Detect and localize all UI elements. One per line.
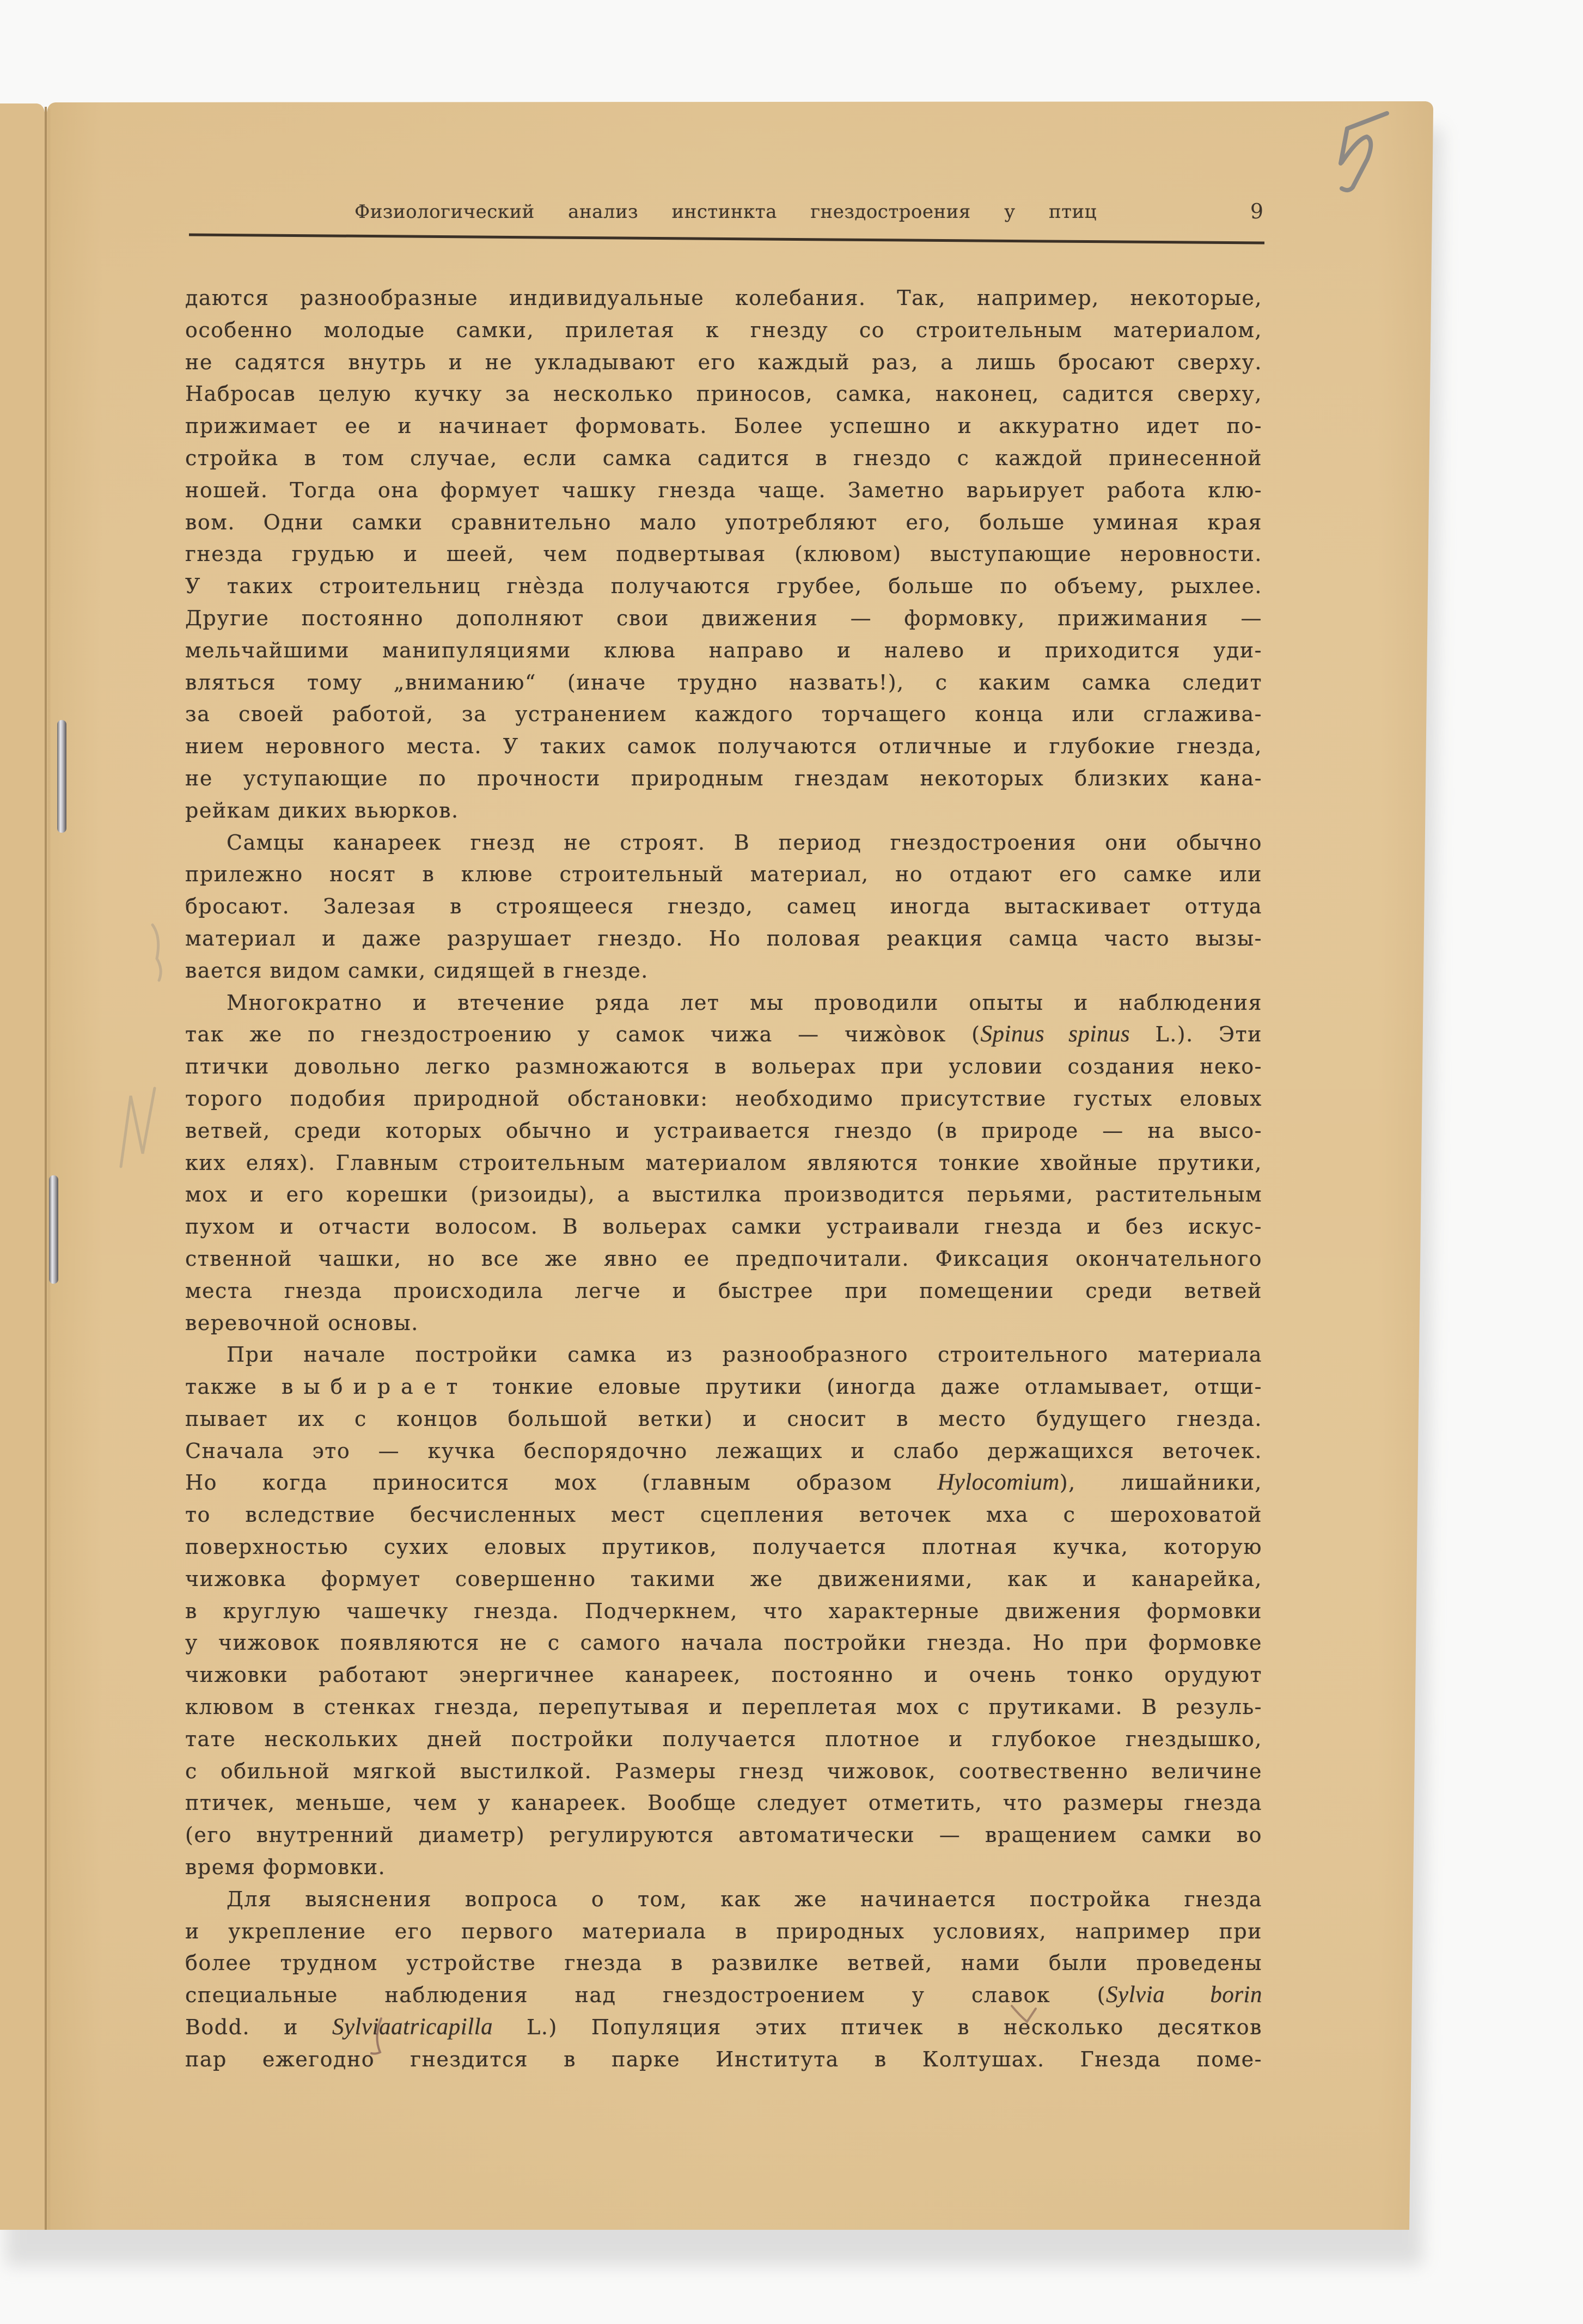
paragraph bbox=[185, 987, 1262, 1339]
latin-species-name: Spinus spinus bbox=[980, 1021, 1130, 1047]
line-text: у чижовок появляются не с самого начала постройки гнезда. Но при формовке bbox=[185, 1631, 1262, 1655]
staple-bottom bbox=[49, 1175, 58, 1284]
text-line bbox=[185, 346, 1262, 379]
line-text: бросают. Залезая в строящееся гнездо, самец иногда вытаскивает оттуда bbox=[185, 894, 1262, 919]
line-text: рейкам диких вьюрков. bbox=[185, 798, 459, 822]
paragraph bbox=[185, 827, 1262, 987]
text-line bbox=[185, 987, 1262, 1019]
text-line bbox=[185, 1147, 1262, 1179]
line-text: даются разнообразные индивидуальные колебания. Так, например, некоторые, bbox=[185, 286, 1262, 310]
text-line bbox=[185, 282, 1262, 314]
text-line bbox=[185, 795, 1262, 827]
text-line bbox=[185, 1083, 1262, 1115]
text-line bbox=[185, 730, 1262, 763]
text-segment: тонкие еловые прутики (иногда даже отламывает, отщи- bbox=[468, 1375, 1263, 1399]
spaced-emphasis: выбирает bbox=[282, 1375, 468, 1399]
line-text: клювом в стенках гнезда, перепутывая и переплетая мох с прутиками. В резуль- bbox=[185, 1695, 1262, 1719]
line-text: не садятся внутрь и не укладывают его каждый раз, а лишь бросают сверху. bbox=[185, 350, 1262, 374]
text-segment: Но когда приносится мох (главным образом bbox=[185, 1471, 938, 1495]
line-text: не уступающие по прочности природным гнездам некоторых близких кана- bbox=[185, 766, 1262, 790]
line-text: пывает их с концов большой ветки) и сносит в место будущего гнезда. bbox=[185, 1406, 1262, 1431]
text-line bbox=[185, 1307, 1262, 1339]
text-line bbox=[185, 1018, 1262, 1051]
line-text: мельчайшими манипуляциями клюва направо и налево и приходится уди- bbox=[185, 638, 1262, 662]
text-line bbox=[185, 1851, 1262, 1883]
line-text: и укрепление его первого материала в природных условиях, например при bbox=[185, 1919, 1262, 1943]
line-text bbox=[185, 1375, 1262, 1399]
line-text: вляться тому „вниманию“ (иначе трудно назвать!), с каким самка следит bbox=[185, 670, 1262, 694]
text-line bbox=[185, 378, 1262, 410]
line-text: с обильной мягкой выстилкой. Размеры гнезд чижовок, соотвественно величине bbox=[185, 1759, 1262, 1783]
text-line bbox=[185, 1947, 1262, 1979]
text-line bbox=[185, 314, 1262, 346]
line-text: Для выяснения вопроса о том, как же начинается постройка гнезда bbox=[227, 1887, 1262, 1911]
text-line bbox=[185, 1179, 1262, 1211]
line-text: места гнезда происходила легче и быстрее при помещении среди ветвей bbox=[185, 1278, 1262, 1303]
text-segment: также bbox=[185, 1375, 282, 1399]
paragraph bbox=[185, 1883, 1262, 2076]
text-line bbox=[185, 1563, 1262, 1595]
text-line bbox=[185, 602, 1262, 635]
line-text: более трудном устройстве гнезда в развилке ветвей, нами были проведены bbox=[185, 1951, 1262, 1975]
line-text: (его внутренний диаметр) регулируются автоматически — вращением самки во bbox=[185, 1823, 1262, 1847]
text-line bbox=[185, 1787, 1262, 1819]
line-text: пухом и отчасти волосом. В вольерах самки устраивали гнезда и без искус- bbox=[185, 1215, 1262, 1239]
text-line bbox=[185, 923, 1262, 955]
line-text: У таких строительниц гнѐзда получаются грубее, больше по объему, рыхлее. bbox=[185, 574, 1262, 599]
line-text: за своей работой, за устранением каждого торчащего конца или сглажива- bbox=[185, 702, 1262, 727]
body-text bbox=[185, 282, 1262, 2076]
text-line bbox=[185, 1819, 1262, 1851]
text-line bbox=[185, 1595, 1262, 1627]
text-line bbox=[185, 763, 1262, 795]
text-line bbox=[185, 827, 1262, 859]
text-line bbox=[185, 858, 1262, 890]
line-text: Набросав целую кучку за несколько приносов, самка, наконец, садится сверху, bbox=[185, 382, 1262, 406]
text-line bbox=[185, 890, 1262, 923]
line-text: прижимает ее и начинает формовать. Более успешно и аккуратно идет по- bbox=[185, 414, 1262, 438]
line-text bbox=[185, 1471, 1262, 1495]
text-line bbox=[185, 2011, 1262, 2044]
text-segment: L.) Популяция этих птичек в несколько десятков bbox=[493, 2015, 1262, 2040]
line-text: чижовка формует совершенно такими же движениями, как и канарейка, bbox=[185, 1566, 1262, 1591]
text-line bbox=[185, 1243, 1262, 1275]
text-line bbox=[185, 1275, 1262, 1307]
text-line bbox=[185, 1403, 1262, 1435]
line-text bbox=[185, 1983, 1262, 2007]
text-line bbox=[185, 507, 1262, 539]
text-line bbox=[185, 635, 1262, 667]
line-text: вается видом самки, сидящей в гнезде. bbox=[185, 958, 649, 983]
line-text: поверхностью сухих еловых прутиков, получается плотная кучка, которую bbox=[185, 1535, 1262, 1559]
line-text: чижовки работают энергичнее канареек, постоянно и очень тонко орудуют bbox=[185, 1663, 1262, 1687]
line-text: то вследствие бесчисленных мест сцепления веточек мха с шероховатой bbox=[185, 1503, 1262, 1527]
text-line bbox=[185, 538, 1262, 570]
paragraph bbox=[185, 1339, 1262, 1883]
latin-species-name: Sylvia borin bbox=[1106, 1982, 1263, 2008]
text-segment: специальные наблюдения над гнездостроением у славок ( bbox=[185, 1983, 1107, 2008]
text-line bbox=[185, 955, 1262, 987]
previous-page-edge bbox=[0, 103, 45, 2230]
line-text bbox=[185, 2015, 1262, 2039]
text-line bbox=[185, 1723, 1262, 1755]
line-text: Другие постоянно дополняют свои движения — формовку, прижимания — bbox=[185, 606, 1262, 630]
text-line bbox=[185, 1659, 1262, 1691]
line-text: Самцы канареек гнезд не строят. В период гнездостроения они обычно bbox=[227, 830, 1262, 855]
text-segment: Bodd. и bbox=[185, 2015, 332, 2040]
line-text: торого подобия природной обстановки: необходимо присутствие густых еловых bbox=[185, 1086, 1262, 1111]
text-line bbox=[185, 1211, 1262, 1243]
line-text: ких елях). Главным строительным материалом являются тонкие хвойные прутики, bbox=[185, 1150, 1262, 1175]
latin-species-name: Hylocomium bbox=[937, 1469, 1060, 1496]
line-text: ветвей, среди которых обычно и устраивается гнездо (в природе — на высо- bbox=[185, 1118, 1262, 1143]
line-text: время формовки. bbox=[185, 1855, 386, 1880]
text-line bbox=[185, 1499, 1262, 1531]
text-line bbox=[185, 1339, 1262, 1371]
line-text: в круглую чашечку гнезда. Подчеркнем, что характерные движения формовки bbox=[185, 1599, 1262, 1623]
text-line bbox=[185, 1371, 1262, 1403]
line-text: мох и его корешки (ризоиды), а выстилка производится перьями, растительным bbox=[185, 1182, 1262, 1207]
line-text: ственной чашки, но все же явно ее предпочитали. Фиксация окончательного bbox=[185, 1246, 1262, 1271]
text-segment: ), лишайники, bbox=[1059, 1471, 1263, 1495]
running-head bbox=[355, 203, 1097, 221]
text-line bbox=[185, 1627, 1262, 1659]
text-line bbox=[185, 1531, 1262, 1563]
line-text: стройка в том случае, если самка садится в гнездо с каждой принесенной bbox=[185, 446, 1262, 470]
line-text: птичек, меньше, чем у канареек. Вообще следует отметить, что размеры гнезда bbox=[185, 1791, 1262, 1815]
line-text: веревочной основы. bbox=[185, 1310, 419, 1335]
text-segment: L.). Эти bbox=[1130, 1022, 1262, 1047]
text-line bbox=[185, 1916, 1262, 1948]
staple-top bbox=[57, 720, 66, 833]
line-text: гнезда грудью и шеей, чем подвертывая (клювом) выступающие неровности. bbox=[185, 542, 1262, 566]
text-line bbox=[185, 1115, 1262, 1147]
text-line bbox=[185, 1051, 1262, 1083]
line-text: прилежно носят в клюве строительный материал, но отдают его самке или bbox=[185, 862, 1262, 887]
text-line bbox=[185, 1467, 1262, 1499]
text-line bbox=[185, 570, 1262, 602]
text-segment: так же по гнездостроению у самок чижа — чижо̀вок ( bbox=[185, 1022, 981, 1047]
line-text: При начале постройки самка из разнообразного строительного материала bbox=[227, 1343, 1262, 1367]
text-line bbox=[185, 1755, 1262, 1788]
line-text: материал и даже разрушает гнездо. Но половая реакция самца часто вызы- bbox=[185, 926, 1262, 950]
line-text: особенно молодые самки, прилетая к гнезду со строительным материалом, bbox=[185, 318, 1262, 342]
text-line bbox=[185, 1691, 1262, 1723]
line-text bbox=[185, 1022, 1262, 1046]
line-text: Сначала это — кучка беспорядочно лежащих и слабо держащихся веточек. bbox=[185, 1438, 1262, 1463]
text-line bbox=[185, 1435, 1262, 1467]
line-text: Многократно и втечение ряда лет мы проводили опыты и наблюдения bbox=[227, 990, 1262, 1015]
line-text: пар ежегодно гнездится в парке Института в Колтушах. Гнезда поме- bbox=[185, 2047, 1262, 2071]
line-text: тате нескольких дней постройки получается плотное и глубокое гнездышко, bbox=[185, 1727, 1262, 1751]
text-line bbox=[185, 410, 1262, 442]
page-number: 9 bbox=[1250, 199, 1263, 223]
running-title: Физиологический анализ инстинкта гнездостроения у птиц bbox=[355, 201, 1097, 223]
text-line bbox=[185, 1979, 1262, 2011]
text-line bbox=[185, 1883, 1262, 1916]
text-line bbox=[185, 2044, 1262, 2076]
latin-species-name: Sylviaatricapilla bbox=[332, 2014, 493, 2040]
text-line bbox=[185, 474, 1262, 507]
line-text: ношей. Тогда она формует чашку гнезда чаще. Заметно варьирует работа клю- bbox=[185, 478, 1262, 502]
text-line bbox=[185, 442, 1262, 474]
text-line bbox=[185, 667, 1262, 699]
text-line bbox=[185, 698, 1262, 730]
line-text: птички довольно легко размножаются в вольерах при условии создания неко- bbox=[185, 1054, 1262, 1079]
paragraph bbox=[185, 282, 1262, 827]
line-text: вом. Одни самки сравнительно мало употребляют его, больше уминая края bbox=[185, 510, 1262, 534]
line-text: нием неровного места. У таких самок получаются отличные и глубокие гнезда, bbox=[185, 734, 1262, 759]
